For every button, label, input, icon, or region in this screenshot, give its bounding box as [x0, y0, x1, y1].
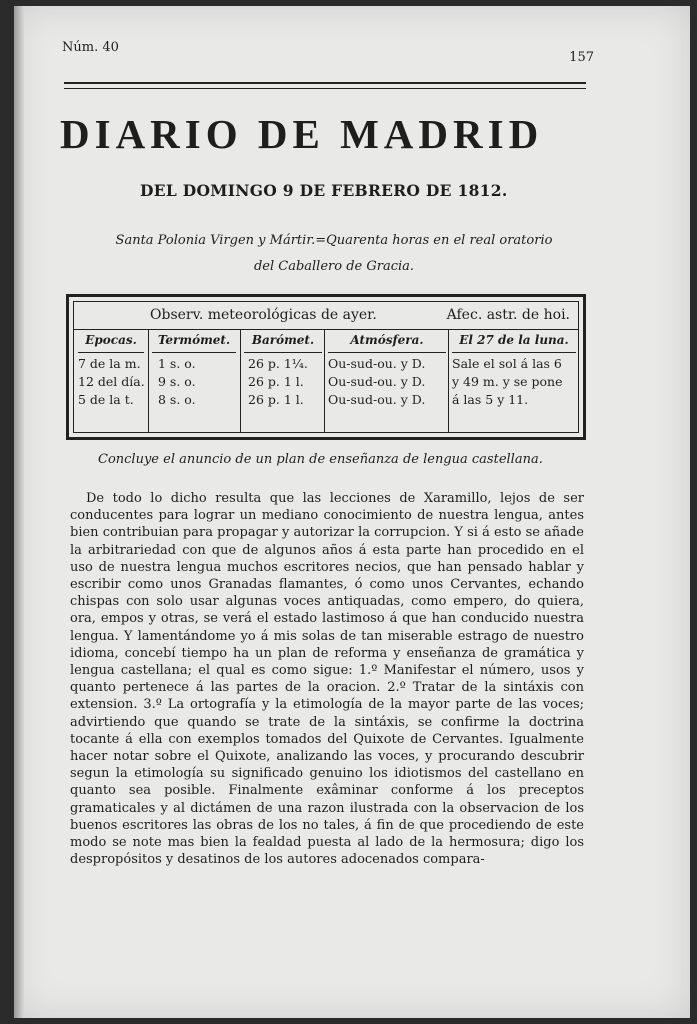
cell-luna: y 49 m. y se pone [452, 374, 563, 389]
column-atmosfera [328, 329, 446, 432]
header-epocas: Epocas. [85, 333, 137, 347]
weather-table-inner [73, 301, 579, 433]
cell-term: 8 s. o. [158, 392, 196, 407]
cell-baro: 26 p. 1 l. [248, 374, 304, 389]
column-divider [148, 329, 149, 432]
header-luna: El 27 de la luna. [459, 333, 569, 347]
masthead-title: DIARIO DE MADRID [60, 111, 544, 157]
article-subhead: Concluye el anuncio de un plan de enseñanza de lengua castellana. [98, 452, 543, 467]
saint-of-day [84, 228, 584, 280]
cell-epoca: 5 de la t. [78, 392, 134, 407]
column-luna [452, 329, 576, 432]
cell-epoca: 7 de la m. [78, 356, 141, 371]
cell-atm: Ou-sud-ou. y D. [328, 374, 426, 389]
cell-atm: Ou-sud-ou. y D. [328, 356, 426, 371]
column-rule [244, 352, 322, 353]
dateline: DEL DOMINGO 9 DE FEBRERO DE 1812. [140, 181, 508, 200]
column-epocas [78, 329, 144, 432]
column-rule [328, 352, 446, 353]
column-rule [152, 352, 236, 353]
cell-term: 1 s. o. [158, 356, 196, 371]
newspaper-page [14, 6, 690, 1018]
cell-term: 9 s. o. [158, 374, 196, 389]
column-rule [78, 352, 144, 353]
column-divider [448, 329, 449, 432]
cell-atm: Ou-sud-ou. y D. [328, 392, 426, 407]
cell-luna: Sale el sol á las 6 [452, 356, 562, 371]
header-barometro: Barómet. [251, 333, 315, 347]
column-barometro [244, 329, 322, 432]
saint-line-2: del Caballero de Gracia. [253, 259, 415, 274]
page-number: 157 [569, 50, 594, 65]
column-termometro [152, 329, 236, 432]
cell-baro: 26 p. 1¼. [248, 356, 308, 371]
cell-epoca: 12 del día. [78, 374, 145, 389]
header-rule [64, 82, 586, 84]
article-body [70, 490, 584, 868]
header-termometro: Termómet. [157, 333, 231, 347]
issue-number: Núm. 40 [62, 40, 119, 55]
saint-line-1: Santa Polonia Virgen y Mártir.=Quarenta horas en el real oratorio [115, 233, 553, 248]
column-divider [240, 329, 241, 432]
cell-baro: 26 p. 1 l. [248, 392, 304, 407]
astro-heading: Afec. astr. de hoi. [446, 307, 570, 323]
page-spine [14, 6, 24, 1018]
weather-table [66, 294, 586, 440]
article-paragraph: De todo lo dicho resulta que las lecciones de Xaramillo, lejos de ser conducentes para lograr un mediano conocimiento de nuestra lengua, antes bien contribuian para propagar y autorizar la corrupcion. Y si á esto se añade la arbitrariedad con que de algunos años á esta parte han procedido en el uso de nuestra lengua muchos escritores necios, que han pensado hablar y escribir como unos Granadas flamantes, ó como unos Cervantes, echando chispas con solo usar algunas voces antiquadas, como empero, do quiera, ora, empos y otras, se verá el estado lastimoso á que han conducido nuestra lengua. Y lamentándome yo á mis solas de tan miserable estrago de nuestro idioma, concebí tiempo ha un plan de reforma y enseñanza de gramática y lengua castellana; el qual es como sigue: 1.º Manifestar el número, usos y quanto pertenece á las partes de la oracion. 2.º Tratar de la sintáxis con extension. 3.º La ortografía y la etimología de la mayor parte de las voces; advirtiendo que quando se trate de la sintáxis, se confirme la doctrina tocante á ella con exemplos tomados del Quixote de Cervantes. Igualmente hacer notar sobre el Quixote, analizando las voces, y procurando descubrir segun la etimología su significado genuino los idiotismos del castellano en quanto sea posible. Finalmente exâminar conforme á los preceptos gramaticales y al dictámen de una razon ilustrada con la observacion de los buenos escritores las obras de los no tales, á fin de que procediendo de este modo se note mas bien la fealdad puesta al lado de la hermosura; digo los despropósitos y desatinos de los autores adocenados compara- [70, 491, 584, 868]
header-rule-thin [64, 88, 586, 89]
header-atmosfera: Atmósfera. [350, 333, 424, 347]
weather-heading: Observ. meteorológicas de ayer. [150, 307, 377, 323]
cell-luna: á las 5 y 11. [452, 392, 529, 407]
column-rule [452, 352, 576, 353]
column-divider [324, 329, 325, 432]
